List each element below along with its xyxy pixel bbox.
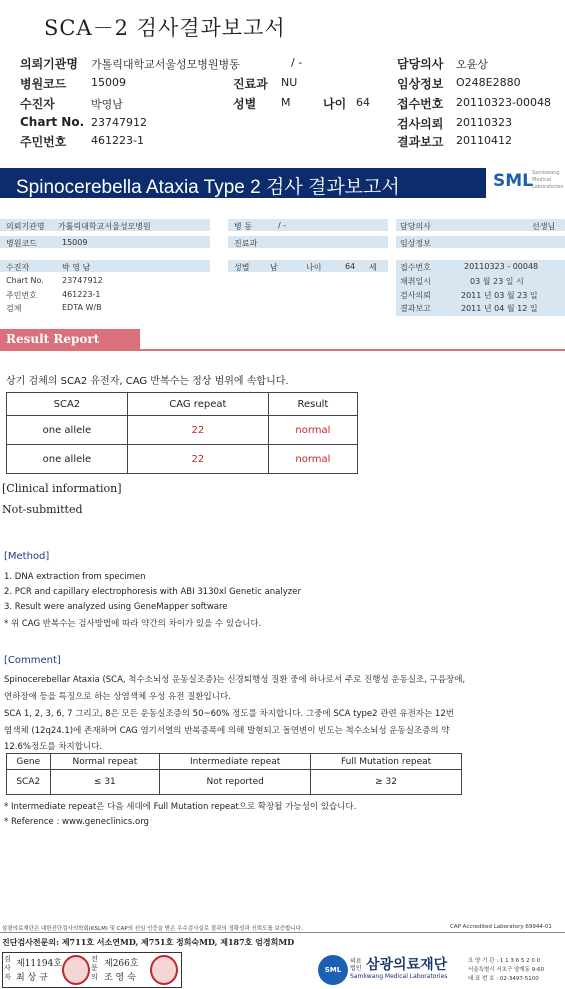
form-label: 병원코드: [6, 239, 37, 248]
header-value: 23747912: [91, 116, 147, 129]
table-header-row: [7, 754, 462, 770]
form-value: 2011 년 04 월 12 일: [461, 304, 538, 313]
header-label: 진료과: [233, 77, 268, 91]
form-value: EDTA W/B: [62, 303, 102, 312]
result-report-heading: Result Report: [6, 332, 100, 346]
form-label: 접수번호: [400, 263, 431, 272]
form-value: 23747912: [62, 276, 103, 285]
divider: [0, 932, 565, 933]
sig-number: 제11194호: [16, 959, 63, 969]
method-note: * 위 CAG 반복수는 검사방법에 따라 약간의 차이가 있을 수 있습니다.: [4, 619, 262, 629]
clinical-text: Not-submitted: [2, 503, 83, 516]
reference-link: * Reference : www.geneclinics.org: [4, 817, 149, 827]
sml-logo-circle: SML: [318, 955, 348, 985]
comment-heading: [Comment]: [4, 655, 61, 666]
table-row: [7, 445, 358, 474]
method-line: 3. Result were analyzed using GeneMapper software: [4, 602, 228, 612]
form-value: 20110323 - 00048: [464, 262, 539, 271]
table-row: [7, 416, 358, 445]
form-value: 박 영 남: [62, 263, 91, 272]
form-value: / -: [278, 221, 287, 230]
header-value: 박영남: [91, 98, 123, 111]
banner-title: Spinocerebella Ataxia Type 2 검사 결과보고서: [16, 177, 400, 198]
comment-note: * Intermediate repeat은 다음 세대에 Full Mutation repeat으로 확장될 가능성이 있습니다.: [4, 802, 357, 812]
column-header: CAG repeat: [127, 393, 268, 416]
table-cell: 22: [127, 445, 268, 474]
form-label: 의뢰기관명: [6, 222, 45, 231]
comment-line: 염색체 (12q24.1)에 존재하며 CAG 염기서열의 반복증폭에 의해 발현되고 돌연변이 빈도는 척수소뇌성 운동실조증의 약: [4, 726, 450, 736]
table-cell: ≤ 31: [50, 770, 160, 795]
header-value: 20110323-00048: [456, 96, 551, 109]
form-label: 담당의사: [400, 222, 431, 231]
column-header: Result: [268, 393, 357, 416]
header-label: Chart No.: [20, 115, 85, 129]
column-header: Full Mutation repeat: [311, 754, 462, 770]
form-label: 진료과: [234, 239, 258, 248]
seal-stamp: [150, 955, 178, 985]
form-value: 64: [345, 262, 356, 271]
comment-line: 12.6%정도를 차지합니다.: [4, 742, 103, 752]
table-cell: one allele: [7, 416, 128, 445]
header-value: 64: [356, 96, 370, 109]
sig-name: 최 상 규: [16, 973, 48, 983]
reg-number: 요 양 기 관 : 1 1 3 6 5 2 0 0: [468, 958, 541, 964]
cert-text: 삼광의료재단은 대한진단검사의학회(KSLM) 및 CAP의 신임 인증을 받은 우수검사실로 결과의 정확성과 신뢰도를 보증합니다.: [2, 926, 303, 932]
table-cell: one allele: [7, 445, 128, 474]
table-row: [7, 770, 462, 795]
method-heading: [Method]: [4, 551, 50, 562]
header-label: 임상정보: [397, 77, 444, 91]
header-value: 20110323: [456, 116, 512, 129]
header-value: 15009: [91, 76, 126, 89]
sig-name: 조 영 숙: [104, 973, 136, 983]
form-label: 검체: [6, 304, 22, 313]
comment-line: SCA 1, 2, 3, 6, 7 그리고, 8은 모든 운동실조증의 50~60% 정도를 차지합니다. 그중에 SCA type2 관련 유전자는 12번: [4, 709, 454, 719]
form-value: 461223-1: [62, 290, 101, 299]
header-value: 가톨릭대학교서울성모병원병동: [91, 58, 240, 71]
header-label: 접수번호: [397, 97, 444, 111]
form-value: 2011 년 03 월 23 일: [461, 291, 538, 300]
form-value: 가톨릭대학교서울성모병원: [58, 222, 151, 231]
header-label: 병원코드: [20, 77, 67, 91]
sig-label: 전문의: [91, 955, 98, 981]
comment-line: Spinocerebellar Ataxia (SCA, 척수소뇌성 운동실조증)는 신경퇴행성 질환 중에 하나로서 주로 진행성 운동실조, 구음장애,: [4, 675, 466, 685]
form-value: 세: [369, 263, 377, 272]
reference-table: [6, 753, 462, 795]
form-band: [0, 260, 210, 272]
method-line: 1. DNA extraction from specimen: [4, 572, 146, 582]
result-table: [6, 392, 358, 474]
column-header: Intermediate repeat: [160, 754, 311, 770]
cap-text: CAP Accredited Laboratory 69944-01: [450, 924, 552, 930]
header-label: 성별: [233, 97, 257, 111]
table-cell: SCA2: [7, 770, 51, 795]
column-header: Gene: [7, 754, 51, 770]
foundation-name: 삼광의료재단: [366, 957, 448, 973]
form-label: Chart No.: [6, 276, 44, 285]
column-header: Normal repeat: [50, 754, 160, 770]
header-value: M: [281, 96, 291, 109]
divider: [140, 349, 565, 351]
header-value: / -: [291, 56, 303, 69]
form-label: 나이: [306, 263, 322, 272]
foundation-prefix: 의료법인: [350, 958, 362, 972]
foundation-en: Samkwang Medical Laboratories: [350, 973, 448, 980]
header-value: 20110412: [456, 134, 512, 147]
table-cell: normal: [268, 445, 357, 474]
comment-line: 연하장애 등을 특징으로 하는 상염색체 우성 유전 질환입니다.: [4, 692, 231, 702]
phone: 대 표 번 호 : 02-3497-5100: [468, 976, 539, 982]
logo-tagline: Samkwang Medical Laboratories: [532, 170, 564, 190]
column-header: SCA2: [7, 393, 128, 416]
address: 서울특별시 서초구 양재동 9-60: [468, 967, 545, 973]
table-header-row: [7, 393, 358, 416]
header-label: 결과보고: [397, 135, 444, 149]
form-label: 검사의뢰: [400, 291, 431, 300]
form-value: 15009: [62, 238, 88, 247]
clinical-heading: [Clinical information]: [2, 482, 122, 495]
form-label: 결과보고: [400, 304, 431, 313]
header-label: 검사의뢰: [397, 117, 444, 131]
sig-label: 검사자: [4, 955, 11, 981]
table-cell: Not reported: [160, 770, 311, 795]
form-label: 성별: [234, 263, 250, 272]
form-band: [228, 219, 388, 231]
form-value: 선생님: [532, 222, 556, 231]
form-label: 수진자: [6, 263, 30, 272]
header-value: O248E2880: [456, 76, 521, 89]
form-label: 주민번호: [6, 291, 37, 300]
header-value: NU: [281, 76, 298, 89]
form-label: 병 동: [234, 222, 252, 231]
result-summary: 상기 검체의 SCA2 유전자, CAG 반복수는 정상 범위에 속합니다.: [6, 376, 289, 387]
table-cell: normal: [268, 416, 357, 445]
form-label: 임상정보: [400, 239, 431, 248]
form-value: 03 월 23 일 시: [470, 277, 524, 286]
header-label: 수진자: [20, 97, 55, 111]
table-cell: ≥ 32: [311, 770, 462, 795]
header-label: 의뢰기관명: [20, 57, 78, 71]
document-title: SCA－2 검사결과보고서: [44, 16, 286, 40]
header-value: 오윤상: [456, 58, 488, 71]
header-value: 461223-1: [91, 134, 144, 147]
header-label: 담당의사: [397, 57, 444, 71]
sml-logo: SML: [493, 171, 533, 191]
header-label: 나이: [323, 97, 347, 111]
seal-stamp: [62, 955, 90, 985]
method-line: 2. PCR and capillary electrophoresis with ABI 3130xl Genetic analyzer: [4, 587, 301, 597]
form-label: 채취일시: [400, 277, 431, 286]
form-value: 남: [270, 263, 278, 272]
sig-number: 제266호: [104, 959, 139, 969]
header-label: 주민번호: [20, 135, 67, 149]
specialists-text: 진단검사전문의: 제711호 서소연MD, 제751호 정희숙MD, 제187호 엄경희MD: [2, 937, 295, 947]
table-cell: 22: [127, 416, 268, 445]
